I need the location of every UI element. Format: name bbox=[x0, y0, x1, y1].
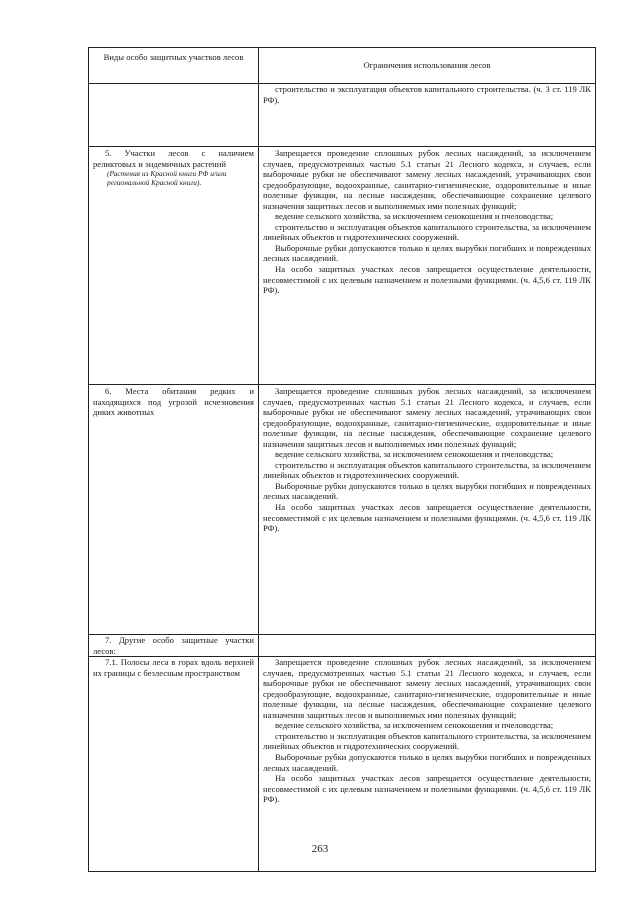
restriction-paragraph: Запрещается проведение сплошных рубок лесных насаждений, за исключением случаев, предусмотренных частью 5.1 статьи 21 Лесного кодекса, и случаев, если выборочные рубки не обеспечивают замену лесных насаждений, утрачивающих свои средообразующие, водоохранные, санитарно-гигиенические, оздоровительные и иные полезные функции, на лесные насаждения, обеспечивающие сохранение целевого назначения защитных лесов и выполняемых ими полезных функций; bbox=[263, 386, 591, 449]
restrictions-cell bbox=[259, 385, 596, 635]
restrictions-cell bbox=[259, 147, 596, 385]
restrictions-cell bbox=[259, 635, 596, 657]
restriction-paragraph: На особо защитных участках лесов запрещается осуществление деятельности, несовместимой с их целевым назначением и полезными функциями. (ч. 4,5,6 ст. 119 ЛК РФ). bbox=[263, 502, 591, 534]
table-row bbox=[89, 147, 596, 385]
restriction-paragraph: Запрещается проведение сплошных рубок лесных насаждений, за исключением случаев, предусмотренных частью 5.1 статьи 21 Лесного кодекса, и случаев, если выборочные рубки не обеспечивают замену лесных насаждений, утрачивающих свои средообразующие, водоохранные, санитарно-гигиенические, оздоровительные и иные полезные функции, на лесные насаждения, обеспечивающие сохранение целевого назначения защитных лесов и выполняемых ими полезных функций; bbox=[263, 148, 591, 211]
area-type-cell bbox=[89, 84, 259, 147]
area-type-note: (Растения из Красной книги РФ и/или региональной Красной книги). bbox=[107, 169, 227, 188]
restriction-paragraph: ведение сельского хозяйства, за исключением сенокошения и пчеловодства; bbox=[275, 720, 554, 731]
restrictions-table bbox=[88, 47, 596, 872]
area-type-cell bbox=[89, 147, 259, 385]
table-row bbox=[89, 385, 596, 635]
restriction-paragraph: ведение сельского хозяйства, за исключением сенокошения и пчеловодства; bbox=[275, 449, 554, 460]
restriction-paragraph: Запрещается проведение сплошных рубок лесных насаждений, за исключением случаев, предусмотренных частью 5.1 статьи 21 Лесного кодекса, и случаев, если выборочные рубки не обеспечивают замену лесных насаждений, утрачивающих свои средообразующие, водоохранные, санитарно-гигиенические, оздоровительные и иные полезные функции, на лесные насаждения, обеспечивающие сохранение целевого назначения защитных лесов и выполняемых ими полезных функций; bbox=[263, 657, 591, 720]
header-col-area-types: Виды особо защитных участков лесов bbox=[89, 48, 259, 84]
restriction-paragraph: Выборочные рубки допускаются только в целях вырубки погибших и поврежденных лесных насаждений. bbox=[263, 480, 591, 502]
restriction-paragraph: На особо защитных участках лесов запрещается осуществление деятельности, несовместимой с их целевым назначением и полезными функциями. (ч. 4,5,6 ст. 119 ЛК РФ). bbox=[263, 264, 591, 296]
restriction-paragraph: Выборочные рубки допускаются только в целях вырубки погибших и поврежденных лесных насаждений. bbox=[263, 752, 591, 773]
area-type-cell bbox=[89, 385, 259, 635]
restriction-paragraph: строительство и эксплуатация объектов капитального строительства, за исключением линейных объектов и гидротехнических сооружений. bbox=[263, 221, 591, 243]
area-type-cell bbox=[89, 635, 259, 657]
area-type-cell bbox=[89, 657, 259, 872]
restriction-paragraph: строительство и эксплуатация объектов капитального строительства. (ч. 3 ст. 119 ЛК РФ). bbox=[263, 84, 591, 105]
table-row bbox=[89, 84, 596, 147]
restriction-paragraph: строительство и эксплуатация объектов капитального строительства, за исключением линейных объектов и гидротехнических сооружений. bbox=[263, 730, 591, 752]
table-row bbox=[89, 635, 596, 657]
area-type-name: 7. Другие особо защитные участки лесов: bbox=[93, 635, 254, 656]
restriction-paragraph: ведение сельского хозяйства, за исключением сенокошения и пчеловодства; bbox=[275, 211, 554, 222]
restrictions-cell bbox=[259, 657, 596, 872]
header-col-restrictions: Ограничения использования лесов bbox=[259, 48, 596, 84]
page-number: 263 bbox=[311, 843, 329, 855]
area-type-name: 5. Участки лесов с наличием реликтовых и эндемичных растений bbox=[93, 148, 254, 169]
area-type-name: 6. Места обитания редких и находящихся под угрозой исчезновения диких животных bbox=[93, 386, 254, 418]
restriction-paragraph: строительство и эксплуатация объектов капитального строительства, за исключением линейных объектов и гидротехнических сооружений. bbox=[263, 459, 591, 481]
table-header-row bbox=[89, 48, 596, 84]
restriction-paragraph: На особо защитных участках лесов запрещается осуществление деятельности, несовместимой с их целевым назначением и полезными функциями. (ч. 4,5,6 ст. 119 ЛК РФ). bbox=[263, 773, 591, 805]
restrictions-cell bbox=[259, 84, 596, 147]
table-row bbox=[89, 657, 596, 872]
area-type-name: 7.1. Полосы леса в горах вдоль верхней их границы с безлесным пространством bbox=[93, 657, 254, 678]
restriction-paragraph: Выборочные рубки допускаются только в целях вырубки погибших и поврежденных лесных насаждений. bbox=[263, 242, 591, 264]
